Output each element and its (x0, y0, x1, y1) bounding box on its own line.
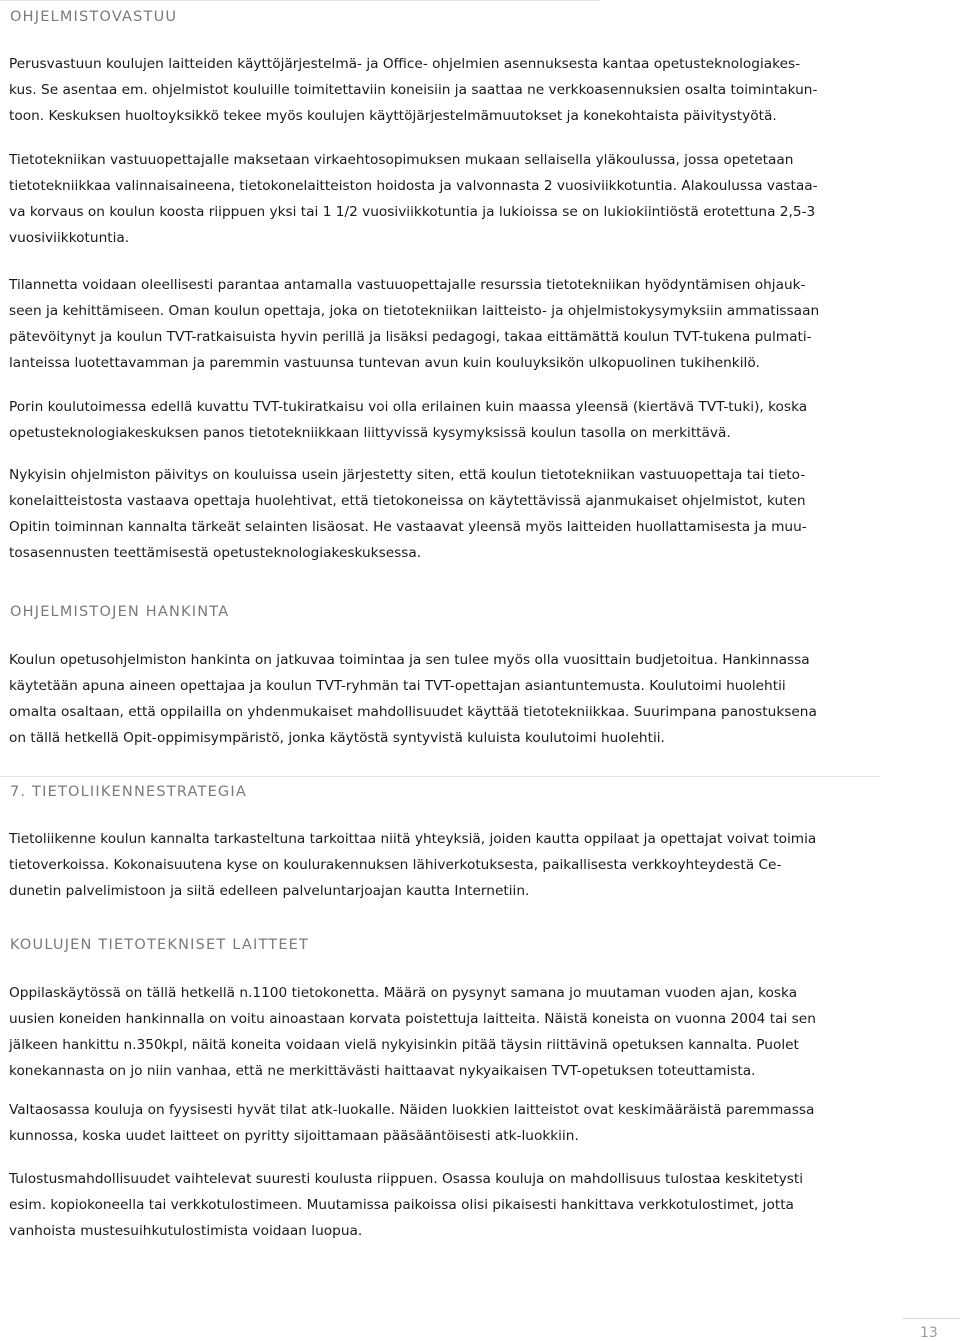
text-line: Porin koulutoimessa edellä kuvattu TVT-tukiratkaisu voi olla erilainen kuin maassa yleensä (kiertävä TVT-tuki), koska (9, 399, 808, 415)
text-line: va korvaus on koulun koosta riippuen yksi tai 1 1/2 vuosiviikkotuntia ja lukioissa se on lukiokiintiöstä erotettuna 2,5-3 (9, 204, 816, 220)
text-line: Valtaosassa kouluja on fyysisesti hyvät tilat atk-luokalle. Näiden luokkien laitteistot ovat keskimääräistä paremmassa (9, 1102, 815, 1118)
text-line: vuosiviikkotuntia. (9, 230, 130, 246)
heading-rule (0, 0, 600, 1)
heading-rule (0, 776, 880, 777)
text-line: omalta osaltaan, että oppilailla on yhdenmukaiset mahdollisuudet käyttää tietotekniikkaa. Suurimpana panostuksena (9, 704, 817, 720)
text-line: jälkeen hankittu n.350kpl, näitä koneita voidaan vielä nykyisinkin pitää täysin riittävinä opetuksen kannalta. Puolet (9, 1037, 799, 1053)
paragraph-tietoliikenne-1 (9, 826, 889, 904)
text-line: Tietotekniikan vastuuopettajalle maksetaan virkaehtosopimuksen mukaan sellaisella yläkoulussa, jossa opetetaan (9, 152, 794, 168)
text-line: dunetin palvelimistoon ja siitä edelleen palveluntarjoajan kautta Internetiin. (9, 883, 530, 899)
text-line: tietotekniikkaa valinnaisaineena, tietokonelaitteiston hoidosta ja valvonnasta 2 vuosiviikkotuntia. Alakoulussa vastaa- (9, 178, 818, 194)
paragraph-ohjelmistovastuu-5 (9, 462, 889, 566)
text-line: Oppilaskäytössä on tällä hetkellä n.1100 tietokonetta. Määrä on pysynyt samana jo muutaman vuoden ajan, koska (9, 985, 798, 1001)
text-line: lanteissa luotettavamman ja paremmin vastuunsa tuntevan avun kuin kouluyksikön ulkopuolinen tukihenkilö. (9, 355, 760, 371)
text-line: kunnossa, koska uudet laitteet on pyritty sijoittamaan pääsääntöisesti atk-luokkiin. (9, 1128, 579, 1144)
page-number: 13 (920, 1325, 938, 1341)
paragraph-laitteet-1 (9, 980, 889, 1084)
text-line: tosasennusten teettämisestä opetusteknologiakeskuksessa. (9, 545, 422, 561)
text-line: tietoverkoissa. Kokonaisuutena kyse on koulurakennuksen lähiverkotuksesta, paikallisesta verkkoyhteydestä Ce- (9, 857, 782, 873)
text-line: Koulun opetusohjelmiston hankinta on jatkuvaa toimintaa ja sen tulee myös olla vuosittain budjetoitua. Hankinnassa (9, 652, 810, 668)
paragraph-laitteet-2 (9, 1097, 889, 1149)
text-line: konekannasta on jo niin vanhaa, että ne merkittävästi haittaavat nykyaikaisen TVT-opetuksen toteuttamista. (9, 1063, 756, 1079)
paragraph-hankinta-1 (9, 647, 889, 751)
section-heading-koulujen-tietotekniset-laitteet: KOULUJEN TIETOTEKNISET LAITTEET (10, 937, 310, 953)
text-line: esim. kopiokoneella tai verkkotulostimeen. Muutamissa paikoissa olisi pikaisesti hankittava verkkotulostimet, jotta (9, 1197, 794, 1213)
text-line: opetusteknologiakeskuksen panos tietotekniikkaan liittyvissä kysymyksissä koulun tasolla on merkittävä. (9, 425, 731, 441)
paragraph-ohjelmistovastuu-3 (9, 272, 889, 376)
text-line: on tällä hetkellä Opit-oppimisympäristö, jonka käytöstä syntyvistä kuluista koulutoimi huolehtii. (9, 730, 665, 746)
text-line: Tulostusmahdollisuudet vaihtelevat suuresti koulusta riippuen. Osassa kouluja on mahdollisuus tulostaa keskitetysti (9, 1171, 804, 1187)
text-line: Nykyisin ohjelmiston päivitys on kouluissa usein järjestetty siten, että koulun tietotekniikan vastuuopettaja tai tieto- (9, 467, 806, 483)
text-line: pätevöitynyt ja koulun TVT-ratkaisuista hyvin perillä ja lisäksi pedagogi, takaa eittämättä koulun TVT-tukena pulmati- (9, 329, 812, 345)
paragraph-ohjelmistovastuu-1 (9, 51, 889, 129)
section-heading-tietoliikennestrategia: 7. TIETOLIIKENNESTRATEGIA (10, 784, 247, 800)
text-line: Perusvastuun koulujen laitteiden käyttöjärjestelmä- ja Office- ohjelmien asennuksesta kantaa opetusteknologiakes- (9, 56, 801, 72)
text-line: Tilannetta voidaan oleellisesti parantaa antamalla vastuuopettajalle resurssia tietotekniikan hyödyntämisen ohjauk- (9, 277, 806, 293)
text-line: Tietoliikenne koulun kannalta tarkasteltuna tarkoittaa niitä yhteyksiä, joiden kautta oppilaat ja opettajat voivat toimia (9, 831, 817, 847)
paragraph-ohjelmistovastuu-2 (9, 147, 889, 251)
text-line: vanhoista mustesuihkutulostimista voidaan luopua. (9, 1223, 363, 1239)
section-heading-ohjelmistojen-hankinta: OHJELMISTOJEN HANKINTA (10, 604, 230, 620)
paragraph-ohjelmistovastuu-4 (9, 394, 889, 446)
text-line: konelaitteistosta vastaava opettaja huolehtivat, että tietokoneissa on käytettävissä ajanmukaiset ohjelmistot, kuten (9, 493, 806, 509)
footer-rule (903, 1318, 960, 1319)
text-line: toon. Keskuksen huoltoyksikkö tekee myös koulujen käyttöjärjestelmämuutokset ja konekohtaista päivitystyötä. (9, 108, 777, 124)
text-line: seen ja kehittämiseen. Oman koulun opettaja, joka on tietotekniikan laitteisto- ja ohjelmistokysymyksiin ammatissaan (9, 303, 820, 319)
section-heading-ohjelmistovastuu: OHJELMISTOVASTUU (10, 9, 178, 25)
text-line: Opitin toiminnan kannalta tärkeät selainten lisäosat. He vastaavat yleensä myös laitteiden huollattamisesta ja muu- (9, 519, 807, 535)
text-line: käytetään apuna aineen opettajaa ja koulun TVT-ryhmän tai TVT-opettajan asiantuntemusta. Koulutoimi huolehtii (9, 678, 786, 694)
text-line: kus. Se asentaa em. ohjelmistot kouluille toimitettaviin koneisiin ja saattaa ne verkkoasennuksien osalta toimintakun- (9, 82, 818, 98)
paragraph-laitteet-3 (9, 1166, 889, 1244)
text-line: uusien koneiden hankinnalla on voitu ainoastaan korvata poistettuja laitteita. Näistä koneista on vuonna 2004 tai sen (9, 1011, 816, 1027)
